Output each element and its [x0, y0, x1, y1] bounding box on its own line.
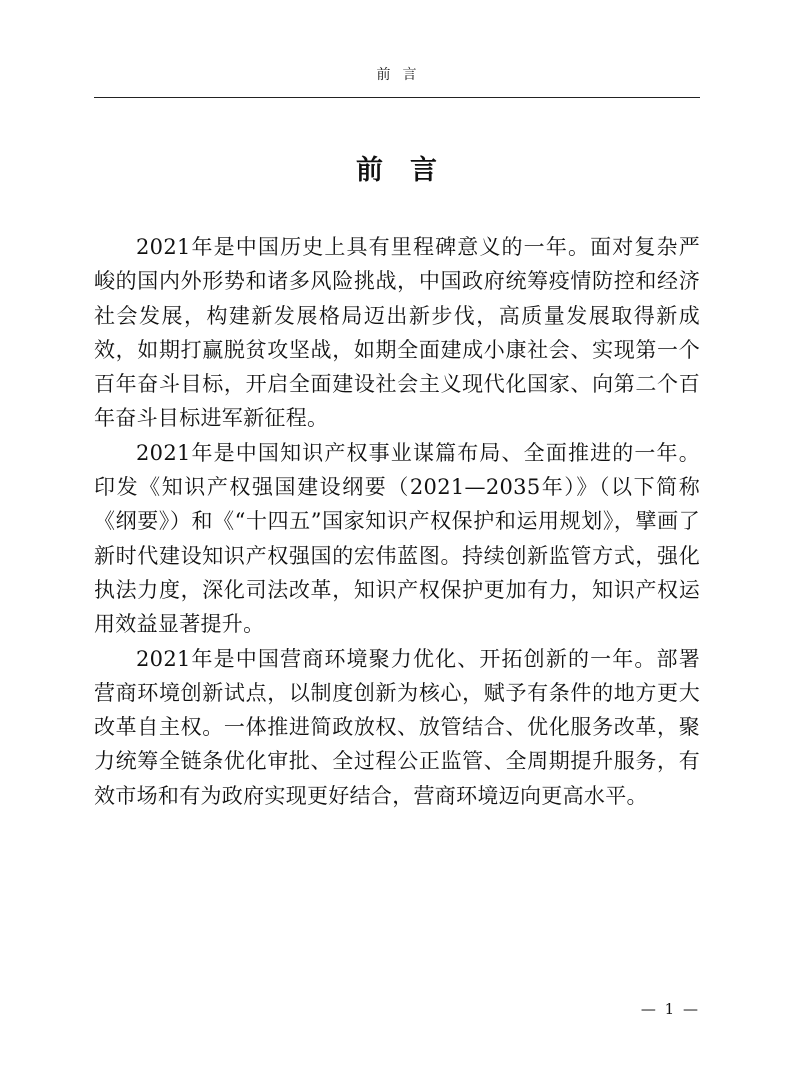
paragraph-2: 2021年是中国知识产权事业谋篇布局、全面推进的一年。印发《知识产权强国建设纲要（2021—2035年）》（以下简称《纲要》）和《“十四五”国家知识产权保护和运用规划》，擘画了新时代建设知识产权强国的宏伟蓝图。持续创新监管方式，强化执法力度，深化司法改革，知识产权保护更加有力，知识产权运用效益显著提升。	[94, 440, 700, 637]
page-number: — 1 —	[640, 1000, 700, 1018]
paragraph-1: 2021年是中国历史上具有里程碑意义的一年。面对复杂严峻的国内外形势和诸多风险挑战，中国政府统筹疫情防控和经济社会发展，构建新发展格局迈出新步伐，高质量发展取得新成效，如期打赢脱贫攻坚战，如期全面建成小康社会、实现第一个百年奋斗目标，开启全面建设社会主义现代化国家、向第二个百年奋斗目标进军新征程。	[94, 235, 700, 431]
paragraph-3: 2021年是中国营商环境聚力优化、开拓创新的一年。部署营商环境创新试点，以制度创新为核心，赋予有条件的地方更大改革自主权。一体推进简政放权、放管结合、优化服务改革，聚力统筹全链条优化审批、全过程公正监管、全周期提升服务，有效市场和有为政府实现更好结合，营商环境迈向更高水平。	[94, 646, 700, 808]
header-rule	[94, 97, 700, 98]
body-text	[94, 230, 700, 813]
page-title: 前言	[356, 155, 464, 186]
running-header: 前言	[376, 67, 429, 83]
